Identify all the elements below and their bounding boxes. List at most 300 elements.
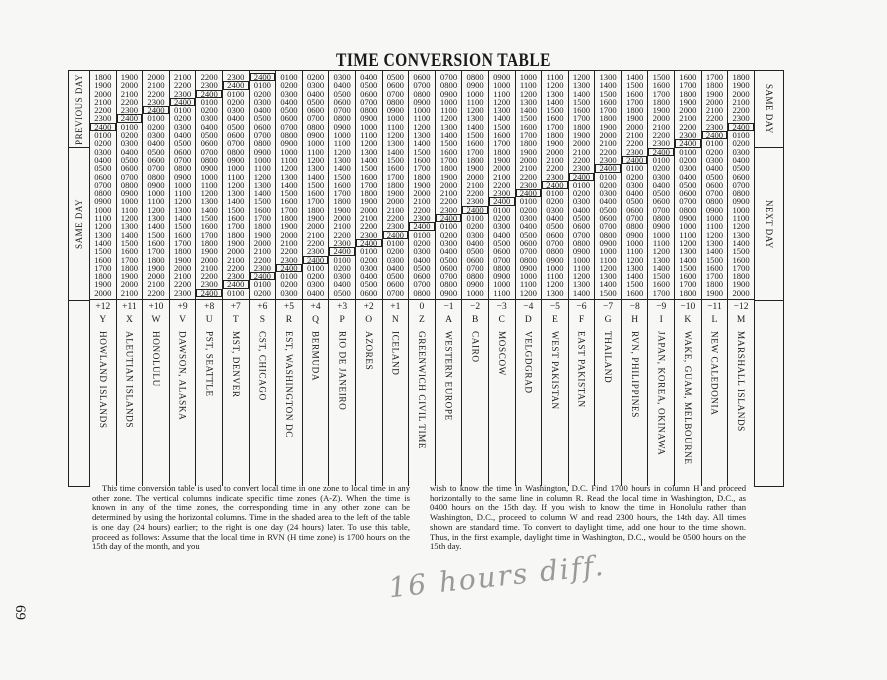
time-cell: 1800 — [626, 105, 644, 116]
zone-letter: W — [151, 315, 161, 326]
zone-column-Q — [302, 71, 329, 487]
time-cell: 0600 — [519, 237, 537, 248]
time-cell: 1700 — [679, 80, 697, 91]
time-cell: 0700 — [626, 213, 644, 224]
time-cell: 0800 — [439, 80, 458, 91]
time-cell: 0500 — [333, 88, 351, 99]
time-cell: 1800 — [679, 287, 697, 298]
time-cell: 2400 — [436, 214, 462, 222]
time-cell: 1800 — [173, 246, 192, 257]
zone-offset: +4 — [310, 302, 321, 312]
time-cell: 0500 — [120, 154, 138, 165]
zone-column-V — [169, 71, 196, 487]
time-cell: 1200 — [546, 80, 564, 91]
time-cell: 1100 — [732, 213, 750, 224]
zone-offset: +10 — [148, 302, 164, 312]
time-cell: 1300 — [360, 146, 378, 157]
zone-place: MOSCOW — [496, 330, 507, 376]
time-cell: 0400 — [626, 188, 644, 199]
time-cell: 1400 — [626, 271, 644, 282]
time-cell: 0800 — [626, 221, 644, 232]
time-cell: 0900 — [253, 146, 271, 157]
time-cell: 1000 — [120, 196, 138, 207]
time-cell: 1700 — [572, 113, 591, 124]
zone-offset: +5 — [283, 302, 294, 312]
time-cell: 2000 — [705, 96, 724, 107]
time-cell: 1200 — [705, 229, 724, 240]
time-cell: 1000 — [493, 279, 511, 290]
time-cell: 0700 — [413, 279, 431, 290]
time-cell: 0400 — [360, 72, 378, 82]
time-cell: 1800 — [94, 72, 112, 82]
time-cell: 0400 — [439, 246, 458, 257]
time-cell: 2100 — [173, 271, 192, 282]
time-cell: 0200 — [599, 179, 617, 190]
time-cell: 1100 — [519, 279, 537, 290]
time-cell: 2000 — [493, 163, 511, 174]
time-cell: 1400 — [679, 254, 697, 265]
time-cell: 0100 — [227, 88, 245, 99]
time-cell: 1300 — [386, 138, 404, 149]
time-cell: 0600 — [652, 196, 670, 207]
time-cell: 0100 — [200, 96, 218, 107]
time-cell: 0700 — [280, 121, 298, 132]
zone-place: WESTERN EUROPE — [443, 330, 454, 421]
time-cell: 2100 — [439, 188, 458, 199]
zone-letter: V — [179, 315, 187, 326]
time-cell: 1300 — [227, 188, 245, 199]
time-cell: 1700 — [386, 171, 404, 182]
zone-place: RVN, PHILIPPINES — [629, 330, 640, 418]
time-cell: 1700 — [652, 287, 670, 298]
zone-offset: +1 — [390, 302, 401, 312]
time-cell: 0700 — [705, 188, 724, 199]
time-cell: 1900 — [280, 221, 298, 232]
time-cell: 2300 — [173, 287, 192, 298]
time-cell: 1900 — [94, 279, 112, 290]
zone-offset: −8 — [629, 302, 640, 312]
time-cell: 2200 — [572, 154, 591, 165]
zone-offset: −12 — [733, 302, 749, 312]
time-cell: 1400 — [280, 179, 298, 190]
time-cell: 1400 — [626, 72, 644, 82]
time-cell: 2400 — [409, 222, 435, 230]
time-cell: 0500 — [705, 171, 724, 182]
time-cell: 2200 — [200, 72, 218, 82]
zone-offset: +3 — [337, 302, 348, 312]
zone-column-O — [355, 71, 382, 487]
time-cell: 0500 — [599, 204, 617, 215]
time-cell: 1100 — [333, 138, 351, 149]
time-cell: 0900 — [360, 113, 378, 124]
time-cell: 0200 — [705, 146, 724, 157]
time-cell: 2300 — [200, 80, 218, 91]
time-cell: 0600 — [173, 146, 192, 157]
time-cell: 2200 — [732, 105, 750, 116]
zone-place: ALEUTIAN ISLANDS — [124, 330, 135, 428]
time-cell: 1500 — [227, 204, 245, 215]
time-cell: 1500 — [200, 213, 218, 224]
time-cell: 2300 — [200, 279, 218, 290]
time-cell: 2400 — [702, 131, 728, 139]
time-cell: 1800 — [306, 204, 325, 215]
time-cell: 1100 — [280, 154, 298, 165]
time-cell: 0100 — [705, 138, 724, 149]
time-cell: 0200 — [120, 130, 138, 141]
time-cell: 0100 — [572, 179, 591, 190]
time-cell: 2300 — [147, 96, 165, 107]
time-cell: 0400 — [493, 229, 511, 240]
time-cell: 0700 — [253, 130, 271, 141]
time-cell: 0800 — [546, 246, 564, 257]
time-cell: 0400 — [360, 271, 378, 282]
zone-offset: −10 — [680, 302, 696, 312]
zone-letter: X — [125, 315, 133, 326]
time-cell: 2100 — [94, 96, 112, 107]
time-cell: 1700 — [413, 163, 431, 174]
time-cell: 0800 — [705, 196, 724, 207]
time-cell: 1100 — [174, 188, 192, 199]
time-cell: 0500 — [94, 163, 112, 174]
time-cell: 1900 — [147, 262, 165, 273]
time-cell: 0300 — [200, 113, 218, 124]
time-cell: 0600 — [147, 154, 165, 165]
zone-column-B — [462, 71, 489, 487]
zone-column-E — [542, 71, 569, 487]
time-cell: 1200 — [386, 130, 404, 141]
zone-column-T — [222, 71, 249, 487]
time-cell: 1400 — [413, 138, 431, 149]
handwritten-note: 16 hours diff. — [386, 548, 607, 605]
time-cell: 0300 — [120, 138, 138, 149]
time-cell: 0900 — [227, 154, 245, 165]
time-cell: 1600 — [439, 146, 458, 157]
time-cell: 1400 — [386, 146, 404, 157]
time-cell: 1900 — [546, 138, 564, 149]
zone-offset: +2 — [363, 302, 374, 312]
zone-offset: +9 — [177, 302, 188, 312]
time-cell: 1200 — [280, 163, 298, 174]
time-cell: 2400 — [595, 164, 621, 172]
time-cell: 2300 — [705, 121, 724, 132]
time-cell: 0600 — [439, 262, 458, 273]
time-cell: 1200 — [120, 213, 138, 224]
zone-offset: −6 — [576, 302, 587, 312]
time-cell: 1800 — [466, 154, 484, 165]
time-cell: 1400 — [306, 171, 325, 182]
time-cell: 2300 — [652, 138, 670, 149]
zone-letter: A — [445, 315, 452, 326]
time-cell: 2200 — [599, 146, 617, 157]
zone-column-Z — [409, 71, 436, 487]
time-cell: 0700 — [333, 105, 351, 116]
time-cell: 0400 — [466, 237, 484, 248]
time-cell: 1600 — [546, 113, 564, 124]
zone-letter: L — [711, 315, 718, 326]
time-cell: 2000 — [120, 279, 138, 290]
time-cell: 0600 — [360, 88, 378, 99]
time-cell: 1600 — [280, 196, 298, 207]
time-cell: 0800 — [413, 88, 431, 99]
time-cell: 1500 — [333, 171, 351, 182]
time-cell: 2300 — [466, 196, 484, 207]
time-cell: 1800 — [386, 179, 404, 190]
time-cell: 2400 — [516, 189, 542, 197]
time-cell: 2000 — [732, 287, 750, 298]
time-cell: 1900 — [732, 80, 750, 91]
time-cell: 1600 — [652, 80, 670, 91]
time-cell: 1400 — [466, 121, 484, 132]
time-cell: 1500 — [626, 80, 644, 91]
time-cell: 0100 — [413, 229, 431, 240]
time-cell: 0500 — [732, 163, 750, 174]
time-cell: 0800 — [599, 229, 617, 240]
time-cell: 2200 — [147, 88, 165, 99]
time-cell: 1200 — [466, 105, 484, 116]
time-cell: 1000 — [439, 96, 458, 107]
time-cell: 0100 — [519, 196, 537, 207]
zone-column-R — [276, 71, 303, 487]
time-cell: 1900 — [572, 130, 591, 141]
time-cell: 0400 — [572, 204, 591, 215]
time-cell: 2200 — [306, 237, 325, 248]
time-cell: 0300 — [306, 80, 325, 91]
time-cell: 2100 — [732, 96, 750, 107]
time-cell: 1700 — [546, 121, 564, 132]
time-cell: 0100 — [94, 130, 112, 141]
time-cell: 1200 — [546, 279, 564, 290]
time-cell: 2400 — [622, 156, 648, 164]
time-cell: 0800 — [386, 96, 404, 107]
zone-offset: +12 — [95, 302, 111, 312]
zone-letter: F — [578, 315, 585, 326]
time-cell: 0300 — [94, 146, 112, 157]
time-cell: 0900 — [466, 80, 484, 91]
time-cell: 2000 — [466, 171, 484, 182]
time-cell: 1700 — [173, 237, 192, 248]
time-cell: 2100 — [519, 163, 537, 174]
time-cell: 1700 — [652, 88, 670, 99]
time-cell: 2200 — [333, 229, 351, 240]
time-cell: 2200 — [546, 163, 564, 174]
time-cell: 1300 — [599, 271, 617, 282]
time-cell: 1600 — [200, 221, 218, 232]
time-cell: 0600 — [200, 138, 218, 149]
time-cell: 0600 — [599, 213, 617, 224]
time-cell: 2400 — [196, 289, 222, 297]
zone-column-D — [515, 71, 542, 487]
time-cell: 2000 — [94, 287, 112, 298]
time-cell: 2200 — [253, 254, 271, 265]
zone-place: AZORES — [363, 330, 374, 370]
zone-letter: Y — [99, 315, 107, 326]
time-cell: 0100 — [439, 221, 458, 232]
time-cell: 1200 — [652, 246, 670, 257]
time-cell: 1200 — [439, 113, 458, 124]
time-cell: 1400 — [519, 105, 537, 116]
time-cell: 1500 — [732, 246, 750, 257]
time-cell: 0600 — [413, 72, 431, 82]
time-cell: 1900 — [253, 229, 271, 240]
time-cell: 0600 — [546, 229, 564, 240]
zone-offset: +11 — [122, 302, 137, 312]
time-cell: 0900 — [120, 188, 138, 199]
time-cell: 0900 — [413, 96, 431, 107]
time-cell: 1600 — [626, 287, 644, 298]
time-cell: 0200 — [386, 246, 404, 257]
time-cell: 0700 — [466, 262, 484, 273]
time-cell: 1300 — [147, 213, 165, 224]
time-cell: 1800 — [546, 130, 564, 141]
time-cell: 0900 — [626, 229, 644, 240]
time-cell: 0300 — [227, 105, 245, 116]
time-cell: 2000 — [147, 271, 165, 282]
time-cell: 0800 — [360, 105, 378, 116]
time-cell: 1500 — [386, 154, 404, 165]
time-cell: 1300 — [705, 237, 724, 248]
time-cell: 0800 — [94, 188, 112, 199]
time-cell: 0600 — [253, 121, 271, 132]
time-cell: 0300 — [280, 88, 298, 99]
time-cell: 1500 — [147, 229, 165, 240]
zone-place: WEST PAKISTAN — [550, 330, 561, 410]
time-cell: 1700 — [333, 188, 351, 199]
time-cell: 1700 — [732, 262, 750, 273]
time-cell: 0800 — [120, 179, 138, 190]
time-cell: 2100 — [200, 262, 218, 273]
time-cell: 0900 — [439, 88, 458, 99]
time-cell: 0100 — [493, 204, 511, 215]
zone-column-W — [143, 71, 170, 487]
time-cell: 2100 — [466, 179, 484, 190]
time-cell: 0200 — [253, 287, 271, 298]
time-cell: 2000 — [94, 88, 112, 99]
time-cell: 2100 — [280, 237, 298, 248]
time-cell: 1400 — [546, 96, 564, 107]
time-cell: 2300 — [280, 254, 298, 265]
time-cell: 1900 — [679, 96, 697, 107]
time-cell: 2000 — [572, 138, 591, 149]
time-cell: 0200 — [280, 279, 298, 290]
time-cell: 1800 — [413, 171, 431, 182]
time-cell: 0300 — [546, 204, 564, 215]
time-cell: 1700 — [626, 96, 644, 107]
time-cell: 0300 — [333, 72, 351, 82]
time-cell: 1100 — [147, 196, 165, 207]
time-cell: 2400 — [542, 181, 568, 189]
time-cell: 0800 — [333, 113, 351, 124]
time-cell: 1500 — [173, 221, 192, 232]
time-cell: 2000 — [333, 213, 351, 224]
time-cell: 0900 — [705, 204, 724, 215]
zone-place: HONOLULU — [151, 330, 162, 387]
time-cell: 1000 — [626, 237, 644, 248]
time-cell: 0200 — [519, 204, 537, 215]
previous-day-label: PREVIOUS DAY — [74, 73, 84, 145]
zone-letter: G — [604, 315, 612, 326]
time-cell: 0300 — [253, 96, 271, 107]
zone-letter: O — [365, 315, 373, 326]
zone-offset: −3 — [496, 302, 507, 312]
time-cell: 0100 — [626, 163, 644, 174]
time-cell: 1200 — [413, 121, 431, 132]
time-cell: 1700 — [253, 213, 271, 224]
time-cell: 1500 — [679, 262, 697, 273]
time-cell: 1200 — [360, 138, 378, 149]
time-cell: 1900 — [120, 271, 138, 282]
time-cell: 1000 — [732, 204, 750, 215]
time-cell: 0700 — [546, 237, 564, 248]
time-cell: 1000 — [306, 138, 325, 149]
time-cell: 1800 — [519, 138, 537, 149]
time-cell: 1800 — [705, 279, 724, 290]
time-cell: 1600 — [493, 130, 511, 141]
time-cell: 2000 — [280, 229, 298, 240]
time-cell: 0600 — [386, 279, 404, 290]
time-cell: 1500 — [280, 188, 298, 199]
time-cell: 1000 — [546, 262, 564, 273]
time-cell: 0600 — [466, 254, 484, 265]
zone-offset: +8 — [204, 302, 215, 312]
time-cell: 0900 — [493, 72, 511, 82]
time-cell: 0200 — [253, 88, 271, 99]
time-cell: 1600 — [599, 96, 617, 107]
time-cell: 0200 — [306, 271, 325, 282]
time-cell: 1000 — [200, 171, 218, 182]
time-cell: 2300 — [519, 179, 537, 190]
time-cell: 0700 — [94, 179, 112, 190]
time-cell: 1700 — [705, 72, 724, 82]
time-cell: 1100 — [652, 237, 670, 248]
time-cell: 1700 — [519, 130, 537, 141]
time-cell: 1200 — [519, 88, 537, 99]
time-cell: 2300 — [120, 105, 138, 116]
zone-place: DAWSON, ALASKA — [177, 330, 188, 420]
time-cell: 1700 — [200, 229, 218, 240]
time-cell: 0400 — [333, 80, 351, 91]
time-cell: 0100 — [386, 237, 404, 248]
time-cell: 1800 — [94, 271, 112, 282]
time-cell: 0900 — [679, 213, 697, 224]
time-cell: 0200 — [626, 171, 644, 182]
time-cell: 0500 — [626, 196, 644, 207]
time-cell: 1200 — [599, 262, 617, 273]
time-cell: 2300 — [253, 262, 271, 273]
time-cell: 1100 — [546, 72, 564, 82]
time-cell: 1300 — [200, 196, 218, 207]
time-cell: 0100 — [253, 279, 271, 290]
time-cell: 1500 — [466, 130, 484, 141]
time-cell: 2400 — [170, 98, 196, 106]
time-cell: 0500 — [652, 188, 670, 199]
time-cell: 0500 — [306, 96, 325, 107]
explanation-left-text: This time conversion table is used to convert local time in one zone to local time in any other zone. The vertical columns indicate specific time zones (A-Z). When the time is known in any of the time zones, the corresponding time in any other zone can be determined by using the horizontal columns. Time in the shaded area to the left of the table is one day (24 hours) earlier; to the right is one day (24 hours) later. To use this table, proceed as follows: Assume that the local time in RVN (H time zone) is 1700 hours on the 15th day of the month, and you — [92, 483, 410, 552]
time-cell: 0200 — [572, 188, 591, 199]
zone-letter: P — [339, 315, 345, 326]
time-cell: 0500 — [227, 121, 245, 132]
time-cell: 2400 — [250, 73, 276, 81]
zone-place: BERMUDA — [310, 330, 321, 381]
time-cell: 2200 — [466, 188, 484, 199]
time-cell: 0800 — [679, 204, 697, 215]
time-cell: 2200 — [493, 179, 511, 190]
zone-offset: −1 — [443, 302, 454, 312]
time-cell: 1100 — [307, 146, 324, 157]
time-cell: 1400 — [599, 80, 617, 91]
time-cell: 0700 — [652, 204, 670, 215]
time-cell: 1300 — [519, 96, 537, 107]
time-cell: 1300 — [439, 121, 458, 132]
